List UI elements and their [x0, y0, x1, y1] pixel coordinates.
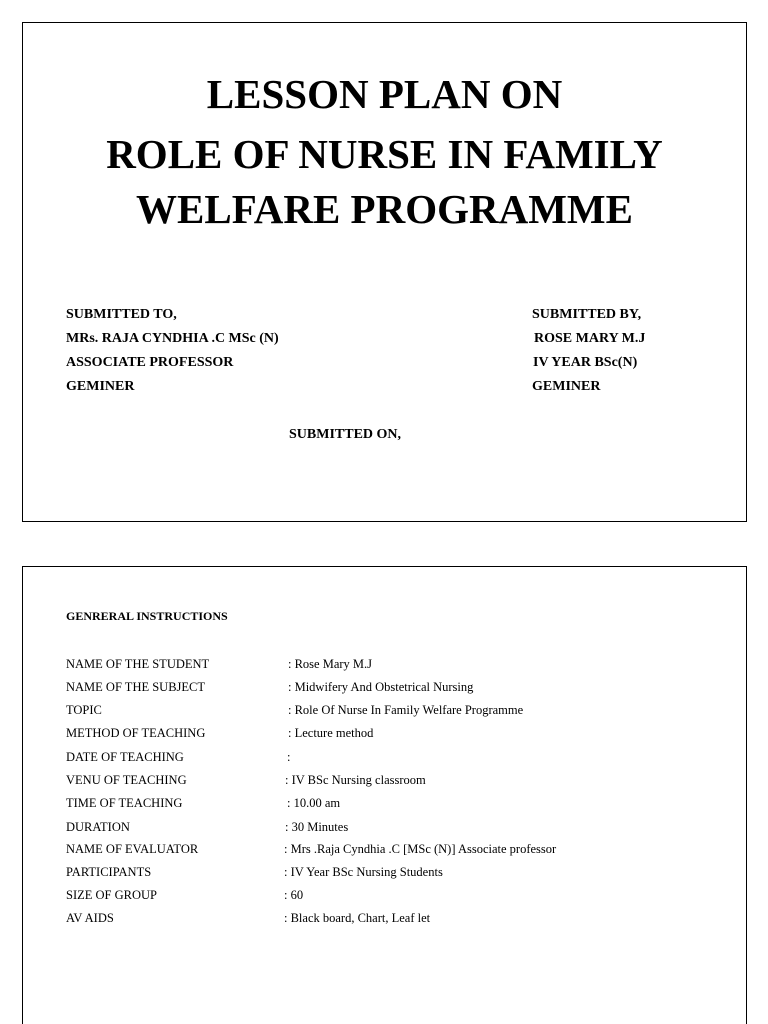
info-row-topic [66, 701, 726, 719]
submitted-by-designation: IV YEAR BSc(N) [533, 355, 638, 370]
info-label: TIME OF TEACHING [66, 796, 183, 810]
submitted-to-designation: ASSOCIATE PROFESSOR [66, 355, 234, 370]
info-label: NAME OF THE STUDENT [66, 657, 210, 671]
info-value: : 30 Minutes [285, 820, 349, 834]
info-label: METHOD OF TEACHING [66, 726, 206, 740]
info-value: : Mrs .Raja Cyndhia .C [MSc (N)] Associate professor [284, 842, 557, 856]
info-row-student [66, 655, 726, 673]
info-label: PARTICIPANTS [66, 865, 152, 879]
info-label: TOPIC [66, 703, 102, 717]
info-row-participants [66, 863, 726, 881]
info-value: : IV BSc Nursing classroom [285, 773, 426, 787]
info-value: : Black board, Chart, Leaf let [284, 911, 431, 925]
submitted-to-name: MRs. RAJA CYNDHIA .C MSc (N) [66, 331, 279, 346]
info-value: : Lecture method [288, 726, 374, 740]
info-row-av-aids [66, 909, 726, 927]
info-row-subject [66, 678, 726, 696]
title-line-3: WELFARE PROGRAMME [136, 186, 633, 232]
info-row-group-size [66, 886, 726, 904]
info-row-venue [66, 771, 726, 789]
info-label: DATE OF TEACHING [66, 750, 184, 764]
submitted-by-heading: SUBMITTED BY, [532, 307, 642, 322]
info-label: NAME OF EVALUATOR [66, 842, 199, 856]
info-value: : Role Of Nurse In Family Welfare Programme [288, 703, 524, 717]
info-row-evaluator [66, 840, 726, 858]
info-row-method [66, 724, 726, 742]
info-label: SIZE OF GROUP [66, 888, 157, 902]
info-value: : 10.00 am [287, 796, 341, 810]
info-label: VENU OF TEACHING [66, 773, 187, 787]
title-line-1: LESSON PLAN ON [206, 71, 563, 117]
general-instructions-heading: GENRERAL INSTRUCTIONS [66, 609, 228, 623]
submitted-by-institution: GEMINER [532, 379, 601, 394]
info-value: : Midwifery And Obstetrical Nursing [288, 680, 474, 694]
title-line-2: ROLE OF NURSE IN FAMILY [106, 131, 663, 177]
info-label: NAME OF THE SUBJECT [66, 680, 206, 694]
instructions-page [22, 566, 747, 1024]
submitted-on-label: SUBMITTED ON, [289, 427, 402, 442]
info-row-duration [66, 818, 726, 836]
info-row-time [66, 794, 726, 812]
info-label: AV AIDS [66, 911, 114, 925]
submitted-to-heading: SUBMITTED TO, [66, 307, 177, 322]
cover-page [22, 22, 747, 522]
info-value: : 60 [284, 888, 304, 902]
info-value: : [287, 750, 291, 764]
info-row-date [66, 748, 726, 766]
info-label: DURATION [66, 820, 130, 834]
submitted-to-institution: GEMINER [66, 379, 135, 394]
info-value: : Rose Mary M.J [288, 657, 373, 671]
info-value: : IV Year BSc Nursing Students [284, 865, 443, 879]
submitted-by-name: ROSE MARY M.J [534, 331, 646, 346]
